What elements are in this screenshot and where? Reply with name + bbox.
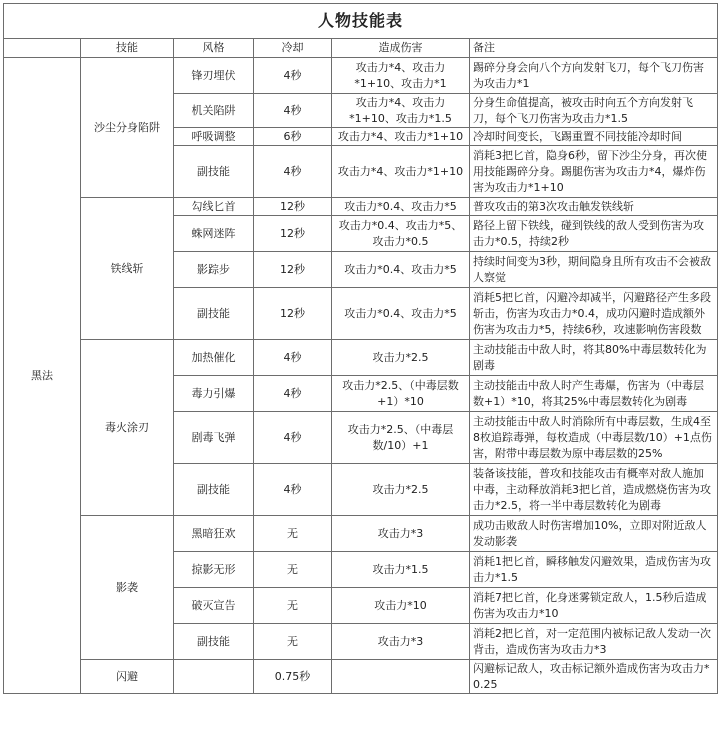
header-category (4, 39, 81, 58)
skill-name: 沙尘分身陷阱 (81, 58, 174, 198)
style-cell: 勾线匕首 (174, 198, 254, 216)
header-row (4, 39, 718, 58)
header-note: 备注 (470, 39, 718, 58)
skill-name: 闪避 (81, 660, 174, 694)
cooldown-cell: 12秒 (254, 252, 332, 288)
skill-name: 铁线斩 (81, 198, 174, 340)
skill-table (3, 3, 718, 694)
note-cell: 冷却时间变长，飞踢重置不同技能冷却时间 (470, 128, 718, 146)
cooldown-cell: 4秒 (254, 58, 332, 94)
style-cell: 副技能 (174, 624, 254, 660)
note-cell: 踢碎分身会向八个方向发射飞刀，每个飞刀伤害为攻击力*1 (470, 58, 718, 94)
damage-cell: 攻击力*2.5 (332, 464, 470, 516)
style-cell: 锋刃埋伏 (174, 58, 254, 94)
style-cell: 副技能 (174, 288, 254, 340)
style-cell: 呼吸调整 (174, 128, 254, 146)
note-cell: 主动技能击中敌人时，将其80%中毒层数转化为剧毒 (470, 340, 718, 376)
cooldown-cell: 0.75秒 (254, 660, 332, 694)
cooldown-cell: 4秒 (254, 464, 332, 516)
style-cell: 黑暗狂欢 (174, 516, 254, 552)
style-cell: 副技能 (174, 464, 254, 516)
style-cell: 蛛网迷阵 (174, 216, 254, 252)
cooldown-cell: 4秒 (254, 94, 332, 128)
damage-cell: 攻击力*10 (332, 588, 470, 624)
note-cell: 消耗3把匕首，隐身6秒，留下沙尘分身，再次使用技能踢碎分身。踢腿伤害为攻击力*4，爆炸伤害为攻击力*1+10 (470, 146, 718, 198)
damage-cell: 攻击力*0.4、攻击力*5 (332, 288, 470, 340)
style-cell: 加热催化 (174, 340, 254, 376)
cooldown-cell: 12秒 (254, 216, 332, 252)
style-cell: 副技能 (174, 146, 254, 198)
damage-cell: 攻击力*4、攻击力*1+10、攻击力*1.5 (332, 94, 470, 128)
table-row (4, 516, 718, 552)
table-row (4, 198, 718, 216)
note-cell: 路径上留下铁线，碰到铁线的敌人受到伤害为攻击力*0.5，持续2秒 (470, 216, 718, 252)
damage-cell: 攻击力*3 (332, 624, 470, 660)
table-row (4, 58, 718, 94)
damage-cell (332, 660, 470, 694)
damage-cell: 攻击力*4、攻击力*1+10、攻击力*1 (332, 58, 470, 94)
table-row (4, 340, 718, 376)
damage-cell: 攻击力*4、攻击力*1+10 (332, 146, 470, 198)
note-cell: 消耗5把匕首，闪避冷却减半，闪避路径产生多段斩击，伤害为攻击力*0.4，成功闪避时造成额外伤害为攻击力*5，持续6秒，攻速影响伤害段数 (470, 288, 718, 340)
note-cell: 闪避标记敌人，攻击标记额外造成伤害为攻击力*0.25 (470, 660, 718, 694)
table-row (4, 660, 718, 694)
note-cell: 主动技能击中敌人时产生毒爆，伤害为（中毒层数+1）*10，将其25%中毒层数转化为剧毒 (470, 376, 718, 412)
cooldown-cell: 无 (254, 588, 332, 624)
cooldown-cell: 4秒 (254, 376, 332, 412)
header-damage: 造成伤害 (332, 39, 470, 58)
note-cell: 消耗7把匕首，化身迷雾锁定敌人，1.5秒后造成伤害为攻击力*10 (470, 588, 718, 624)
damage-cell: 攻击力*2.5、（中毒层数+1）*10 (332, 376, 470, 412)
page-title: 人物技能表 (4, 4, 718, 39)
skill-name: 影袭 (81, 516, 174, 660)
cooldown-cell: 12秒 (254, 198, 332, 216)
note-cell: 分身生命值提高，被攻击时向五个方向发射飞刀，每个飞刀伤害为攻击力*1.5 (470, 94, 718, 128)
style-cell: 掠影无形 (174, 552, 254, 588)
cooldown-cell: 无 (254, 552, 332, 588)
damage-cell: 攻击力*4、攻击力*1+10 (332, 128, 470, 146)
damage-cell: 攻击力*2.5、（中毒层数/10）+1 (332, 412, 470, 464)
style-cell: 破灭宣告 (174, 588, 254, 624)
note-cell: 主动技能击中敌人时消除所有中毒层数，生成4至8枚追踪毒弹，每枚造成（中毒层数/10）+1点伤害，附带中毒层数为原中毒层数的25% (470, 412, 718, 464)
skill-name: 毒火涂刃 (81, 340, 174, 516)
style-cell: 毒力引爆 (174, 376, 254, 412)
cooldown-cell: 4秒 (254, 340, 332, 376)
style-cell: 影踪步 (174, 252, 254, 288)
header-cooldown: 冷却 (254, 39, 332, 58)
cooldown-cell: 4秒 (254, 412, 332, 464)
header-skill: 技能 (81, 39, 174, 58)
cooldown-cell: 12秒 (254, 288, 332, 340)
style-cell: 剧毒飞弹 (174, 412, 254, 464)
header-style: 风格 (174, 39, 254, 58)
cooldown-cell: 4秒 (254, 146, 332, 198)
cooldown-cell: 6秒 (254, 128, 332, 146)
cooldown-cell: 无 (254, 624, 332, 660)
skill-sheet (3, 3, 717, 694)
note-cell: 装备该技能，普攻和技能攻击有概率对敌人施加中毒，主动释放消耗3把匕首，造成燃烧伤害为攻击力*2.5，将一半中毒层数转化为剧毒 (470, 464, 718, 516)
category-cell: 黑法 (4, 58, 81, 694)
damage-cell: 攻击力*0.4、攻击力*5 (332, 252, 470, 288)
damage-cell: 攻击力*0.4、攻击力*5、攻击力*0.5 (332, 216, 470, 252)
style-cell: 机关陷阱 (174, 94, 254, 128)
cooldown-cell: 无 (254, 516, 332, 552)
damage-cell: 攻击力*1.5 (332, 552, 470, 588)
damage-cell: 攻击力*3 (332, 516, 470, 552)
style-cell (174, 660, 254, 694)
note-cell: 消耗2把匕首，对一定范围内被标记敌人发动一次背击，造成伤害为攻击力*3 (470, 624, 718, 660)
note-cell: 消耗1把匕首，瞬移触发闪避效果，造成伤害为攻击力*1.5 (470, 552, 718, 588)
damage-cell: 攻击力*2.5 (332, 340, 470, 376)
note-cell: 普攻攻击的第3次攻击触发铁线斩 (470, 198, 718, 216)
note-cell: 成功击败敌人时伤害增加10%，立即对附近敌人发动影袭 (470, 516, 718, 552)
note-cell: 持续时间变为3秒，期间隐身且所有攻击不会被敌人察觉 (470, 252, 718, 288)
damage-cell: 攻击力*0.4、攻击力*5 (332, 198, 470, 216)
title-row (4, 4, 718, 39)
